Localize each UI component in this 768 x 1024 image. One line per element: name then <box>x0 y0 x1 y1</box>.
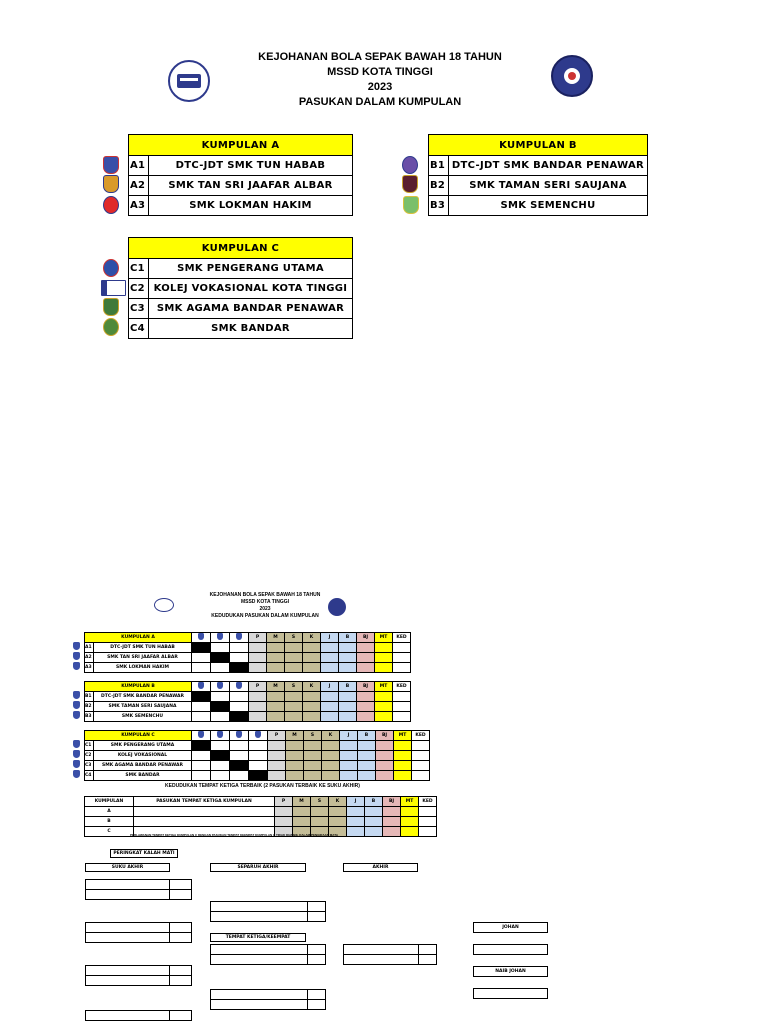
standings-table <box>84 632 411 673</box>
stat-cell <box>322 761 340 771</box>
stat-col-header: BJ <box>357 633 375 643</box>
table-row: B2 SMK TAMAN SERI SAUJANA <box>429 176 648 196</box>
stat-cell <box>339 702 357 712</box>
team-a2-crest-icon <box>103 175 119 193</box>
stat-cell <box>249 643 267 653</box>
stat-cell <box>393 692 411 702</box>
table-row: C1 SMK PENGERANG UTAMA <box>85 741 430 751</box>
table-row: C4 SMK BANDAR <box>129 319 353 339</box>
stat-cell <box>267 663 285 673</box>
group-c-table <box>128 237 353 339</box>
stat-col-header: MT <box>375 633 393 643</box>
stat-cell <box>340 751 358 761</box>
stat-cell <box>339 692 357 702</box>
standings-group-0 <box>84 632 411 673</box>
stat-cell <box>267 712 285 722</box>
group-a-table <box>128 134 353 216</box>
result-cell <box>230 692 249 702</box>
qf2-team2 <box>85 932 170 943</box>
result-cell <box>230 653 249 663</box>
table-row: C1 SMK PENGERANG UTAMA <box>129 259 353 279</box>
stat-cell <box>303 643 321 653</box>
stat-col-header: J <box>321 633 339 643</box>
stat-cell <box>286 771 304 781</box>
sf1-score2 <box>307 911 326 922</box>
stat-cell <box>321 712 339 722</box>
stat-col-header: K <box>303 633 321 643</box>
third-place-title: KEDUDUKAN TEMPAT KETIGA TERBAIK (2 PASUKAN TERBAIK KE SUKU AKHIR) <box>165 783 360 789</box>
champion-box <box>473 944 548 955</box>
stat-cell <box>303 712 321 722</box>
table-row: B3 SMK SEMENCHU <box>429 196 648 216</box>
stat-cell <box>376 741 394 751</box>
opponent-crest-icon <box>211 682 230 692</box>
table-row: A2 SMK TAN SRI JAAFAR ALBAR <box>85 653 411 663</box>
knockout-title: PERINGKAT KALAH MATI <box>110 849 178 858</box>
standings-group-title: KUMPULAN C <box>85 731 192 741</box>
stat-cell <box>303 663 321 673</box>
football-association-logo-small-icon <box>328 598 346 616</box>
stat-cell <box>322 741 340 751</box>
stat-cell <box>285 702 303 712</box>
stat-col-header: MT <box>375 682 393 692</box>
stat-cell <box>285 653 303 663</box>
result-cell <box>230 771 249 781</box>
stat-col-header: S <box>285 682 303 692</box>
stat-col-header: J <box>321 682 339 692</box>
stat-cell <box>393 663 411 673</box>
stat-cell <box>249 692 267 702</box>
table-row: C <box>85 827 437 837</box>
team-a3-crest-icon <box>103 196 119 214</box>
result-cell <box>211 653 230 663</box>
team-crest-icon <box>73 770 80 778</box>
stat-cell <box>268 751 286 761</box>
stat-cell <box>267 702 285 712</box>
standings-table <box>84 730 430 781</box>
stat-col-header: KED <box>393 682 411 692</box>
stat-cell <box>358 761 376 771</box>
table-row: B3 SMK SEMENCHU <box>85 712 411 722</box>
result-cell <box>230 761 249 771</box>
standings-group-1 <box>84 681 411 722</box>
stat-cell <box>339 712 357 722</box>
header-line1: KEJOHANAN BOLA SEPAK BAWAH 18 TAHUN <box>258 51 502 63</box>
result-cell <box>249 741 268 751</box>
standings-group-title: KUMPULAN A <box>85 633 192 643</box>
stat-cell <box>393 653 411 663</box>
stat-cell <box>394 741 412 751</box>
stat-cell <box>321 643 339 653</box>
stat-cell <box>375 712 393 722</box>
table-row: A3 SMK LOKMAN HAKIM <box>85 663 411 673</box>
stat-col-header: BJ <box>357 682 375 692</box>
stat-col-header: S <box>304 731 322 741</box>
stat-cell <box>358 741 376 751</box>
result-cell <box>230 712 249 722</box>
stat-cell <box>376 751 394 761</box>
stat-col-header: J <box>340 731 358 741</box>
quarter-final-label: SUKU AKHIR <box>85 863 170 872</box>
team-c4-crest-icon <box>103 318 119 336</box>
stat-cell <box>249 712 267 722</box>
stat-col-header: P <box>249 633 267 643</box>
table-row: A1 DTC-JDT SMK TUN HABAB <box>85 643 411 653</box>
stat-cell <box>304 751 322 761</box>
stat-col-header: MT <box>394 731 412 741</box>
group-b-title: KUMPULAN B <box>429 135 648 156</box>
team-b3-crest-icon <box>403 196 419 214</box>
stat-cell <box>393 702 411 712</box>
stat-cell <box>358 751 376 761</box>
result-cell <box>230 751 249 761</box>
qf3-team2 <box>85 975 170 986</box>
final-team2 <box>343 954 419 965</box>
team-crest-icon <box>73 760 80 768</box>
table-row: C2 KOLEJ VOKASIONAL KOTA TINGGI <box>129 279 353 299</box>
stat-cell <box>394 771 412 781</box>
stat-cell <box>303 702 321 712</box>
result-cell <box>211 663 230 673</box>
stat-col-header: K <box>303 682 321 692</box>
stat-cell <box>393 712 411 722</box>
stat-col-header: B <box>358 731 376 741</box>
opponent-crest-icon <box>192 633 211 643</box>
stat-cell <box>357 712 375 722</box>
champion-label: JOHAN <box>473 922 548 933</box>
group-a-table-wrap <box>128 134 353 216</box>
opponent-crest-icon <box>230 633 249 643</box>
result-cell <box>192 751 211 761</box>
result-cell <box>192 692 211 702</box>
result-cell <box>230 643 249 653</box>
group-b-table-wrap <box>428 134 648 216</box>
qf4-team1 <box>85 1010 170 1021</box>
header-line2: MSSD KOTA TINGGI <box>327 66 433 78</box>
stat-cell <box>285 643 303 653</box>
stat-cell <box>321 692 339 702</box>
stat-cell <box>340 761 358 771</box>
table-row: A2 SMK TAN SRI JAAFAR ALBAR <box>129 176 353 196</box>
result-cell <box>192 761 211 771</box>
qf1-team2 <box>85 889 170 900</box>
stat-cell <box>357 643 375 653</box>
stat-col-header: BJ <box>376 731 394 741</box>
result-cell <box>249 761 268 771</box>
tp-score2 <box>307 954 326 965</box>
standings-header: KEJOHANAN BOLA SEPAK BAWAH 18 TAHUN MSSD KOTA TINGGI 2023 KEDUDUKAN PASUKAN DALAM KUMPULAN <box>209 592 321 619</box>
group-c-title: KUMPULAN C <box>129 238 353 259</box>
stat-cell <box>375 663 393 673</box>
stat-cell <box>357 702 375 712</box>
result-cell <box>211 741 230 751</box>
table-row: C2 KOLEJ VOKASIONAL <box>85 751 430 761</box>
result-cell <box>192 712 211 722</box>
result-cell <box>211 643 230 653</box>
team-crest-icon <box>73 750 80 758</box>
header-line3: 2023 <box>367 81 393 93</box>
stat-cell <box>376 771 394 781</box>
stat-col-header: B <box>339 682 357 692</box>
team-crest-icon <box>73 652 80 660</box>
result-cell <box>211 751 230 761</box>
result-cell <box>230 702 249 712</box>
stat-col-header: M <box>267 682 285 692</box>
team-a1-crest-icon <box>103 156 119 174</box>
stat-cell <box>357 692 375 702</box>
group-b-table <box>428 134 648 216</box>
opponent-crest-icon <box>211 633 230 643</box>
team-b2-crest-icon <box>402 175 418 193</box>
stat-cell <box>286 751 304 761</box>
group-a-title: KUMPULAN A <box>129 135 353 156</box>
qf1-score2 <box>169 889 192 900</box>
team-crest-icon <box>73 662 80 670</box>
opponent-crest-icon <box>192 682 211 692</box>
stat-cell <box>357 663 375 673</box>
stat-col-header: B <box>339 633 357 643</box>
stat-cell <box>340 771 358 781</box>
stat-cell <box>285 692 303 702</box>
stat-cell <box>249 653 267 663</box>
result-cell <box>211 761 230 771</box>
stat-cell <box>394 761 412 771</box>
team-crest-icon <box>73 701 80 709</box>
table-row: B1 DTC-JDT SMK BANDAR PENAWAR <box>85 692 411 702</box>
stat-cell <box>321 702 339 712</box>
stat-cell <box>268 741 286 751</box>
mssd-logo-icon <box>168 60 210 102</box>
standings-table <box>84 681 411 722</box>
result-cell <box>192 663 211 673</box>
result-cell <box>211 692 230 702</box>
group-c-table-wrap <box>128 237 353 339</box>
result-cell <box>192 741 211 751</box>
result-cell <box>211 702 230 712</box>
stat-cell <box>286 741 304 751</box>
doc-header <box>230 50 530 110</box>
stat-cell <box>267 643 285 653</box>
result-cell <box>192 702 211 712</box>
stat-cell <box>285 663 303 673</box>
team-c2-crest-icon <box>101 280 126 296</box>
result-cell <box>249 771 268 781</box>
result-cell <box>211 771 230 781</box>
stat-cell <box>322 771 340 781</box>
qf3-score2 <box>169 975 192 986</box>
result-cell <box>192 643 211 653</box>
mssd-logo-small-icon <box>154 598 174 612</box>
stat-cell <box>267 692 285 702</box>
third-place-table-wrap <box>84 796 437 837</box>
stat-col-header: K <box>322 731 340 741</box>
team-crest-icon <box>73 691 80 699</box>
result-cell <box>249 751 268 761</box>
stat-cell <box>322 751 340 761</box>
final-score2 <box>418 954 437 965</box>
stat-cell <box>268 761 286 771</box>
table-row: C3 SMK AGAMA BANDAR PENAWAR <box>85 761 430 771</box>
stat-cell <box>375 692 393 702</box>
team-crest-icon <box>73 642 80 650</box>
result-cell <box>230 741 249 751</box>
qf4-score1 <box>169 1010 192 1021</box>
stat-cell <box>286 761 304 771</box>
stat-cell <box>375 643 393 653</box>
stat-cell <box>393 643 411 653</box>
result-cell <box>192 653 211 663</box>
team-crest-icon <box>73 740 80 748</box>
tp-team2 <box>210 954 308 965</box>
stat-cell <box>394 751 412 761</box>
football-association-logo-icon <box>551 55 593 97</box>
stat-cell <box>358 771 376 781</box>
stat-col-header: S <box>285 633 303 643</box>
runner-up-box <box>473 988 548 999</box>
final-label: AKHIR <box>343 863 418 872</box>
sf2-score2 <box>307 999 326 1010</box>
stat-cell <box>268 771 286 781</box>
team-crest-icon <box>73 711 80 719</box>
stat-cell <box>412 741 430 751</box>
stat-cell <box>267 653 285 663</box>
stat-cell <box>249 702 267 712</box>
team-c1-crest-icon <box>103 259 119 277</box>
stat-col-header: M <box>286 731 304 741</box>
stat-cell <box>249 663 267 673</box>
table-row: A1 DTC-JDT SMK TUN HABAB <box>129 156 353 176</box>
table-row: C4 SMK BANDAR <box>85 771 430 781</box>
stat-cell <box>412 751 430 761</box>
runner-up-label: NAIB JOHAN <box>473 966 548 977</box>
team-b1-crest-icon <box>402 156 418 174</box>
stat-cell <box>375 653 393 663</box>
result-cell <box>211 712 230 722</box>
opponent-crest-icon <box>230 731 249 741</box>
stat-cell <box>357 653 375 663</box>
team-c3-crest-icon <box>103 298 119 316</box>
stat-cell <box>304 761 322 771</box>
table-row: C3 SMK AGAMA BANDAR PENAWAR <box>129 299 353 319</box>
stat-cell <box>304 741 322 751</box>
stat-cell <box>339 653 357 663</box>
table-row: A3 SMK LOKMAN HAKIM <box>129 196 353 216</box>
result-cell <box>230 663 249 673</box>
stat-cell <box>321 663 339 673</box>
stat-col-header: P <box>268 731 286 741</box>
opponent-crest-icon <box>192 731 211 741</box>
table-row: A <box>85 807 437 817</box>
qf2-score2 <box>169 932 192 943</box>
opponent-crest-icon <box>249 731 268 741</box>
result-cell <box>192 771 211 781</box>
stat-col-header: KED <box>393 633 411 643</box>
sf1-team2 <box>210 911 308 922</box>
stat-cell <box>285 712 303 722</box>
stat-cell <box>304 771 322 781</box>
third-place-label: TEMPAT KETIGA/KEEMPAT <box>210 933 306 942</box>
table-row: B <box>85 817 437 827</box>
table-row: B2 SMK TAMAN SERI SAUJANA <box>85 702 411 712</box>
stat-cell <box>412 761 430 771</box>
stat-cell <box>303 692 321 702</box>
opponent-crest-icon <box>230 682 249 692</box>
stat-cell <box>412 771 430 781</box>
stat-cell <box>375 702 393 712</box>
third-place-note: PERLAWANAN TEMPAT KETIGA KUMPULAN C DENGAN PASUKAN TEMPAT KEEMPAT KUMPULAN C TIDAK DIAMBIL DALAM PENGIRAAN MATA <box>130 833 338 837</box>
stat-cell <box>376 761 394 771</box>
stat-col-header: KED <box>412 731 430 741</box>
sf2-team2 <box>210 999 308 1010</box>
stat-cell <box>321 653 339 663</box>
opponent-crest-icon <box>211 731 230 741</box>
stat-col-header: M <box>267 633 285 643</box>
header-line4: PASUKAN DALAM KUMPULAN <box>298 96 462 108</box>
standings-group-title: KUMPULAN B <box>85 682 192 692</box>
stat-cell <box>339 663 357 673</box>
semi-final-label: SEPARUH AKHIR <box>210 863 306 872</box>
standings-group-2 <box>84 730 430 781</box>
stat-cell <box>339 643 357 653</box>
stat-cell <box>340 741 358 751</box>
third-place-table: KUMPULAN PASUKAN TEMPAT KETIGA KUMPULAN P M S K J B BJ MT KED A B C <box>84 796 437 837</box>
stat-col-header: P <box>249 682 267 692</box>
table-row: B1 DTC-JDT SMK BANDAR PENAWAR <box>429 156 648 176</box>
stat-cell <box>303 653 321 663</box>
